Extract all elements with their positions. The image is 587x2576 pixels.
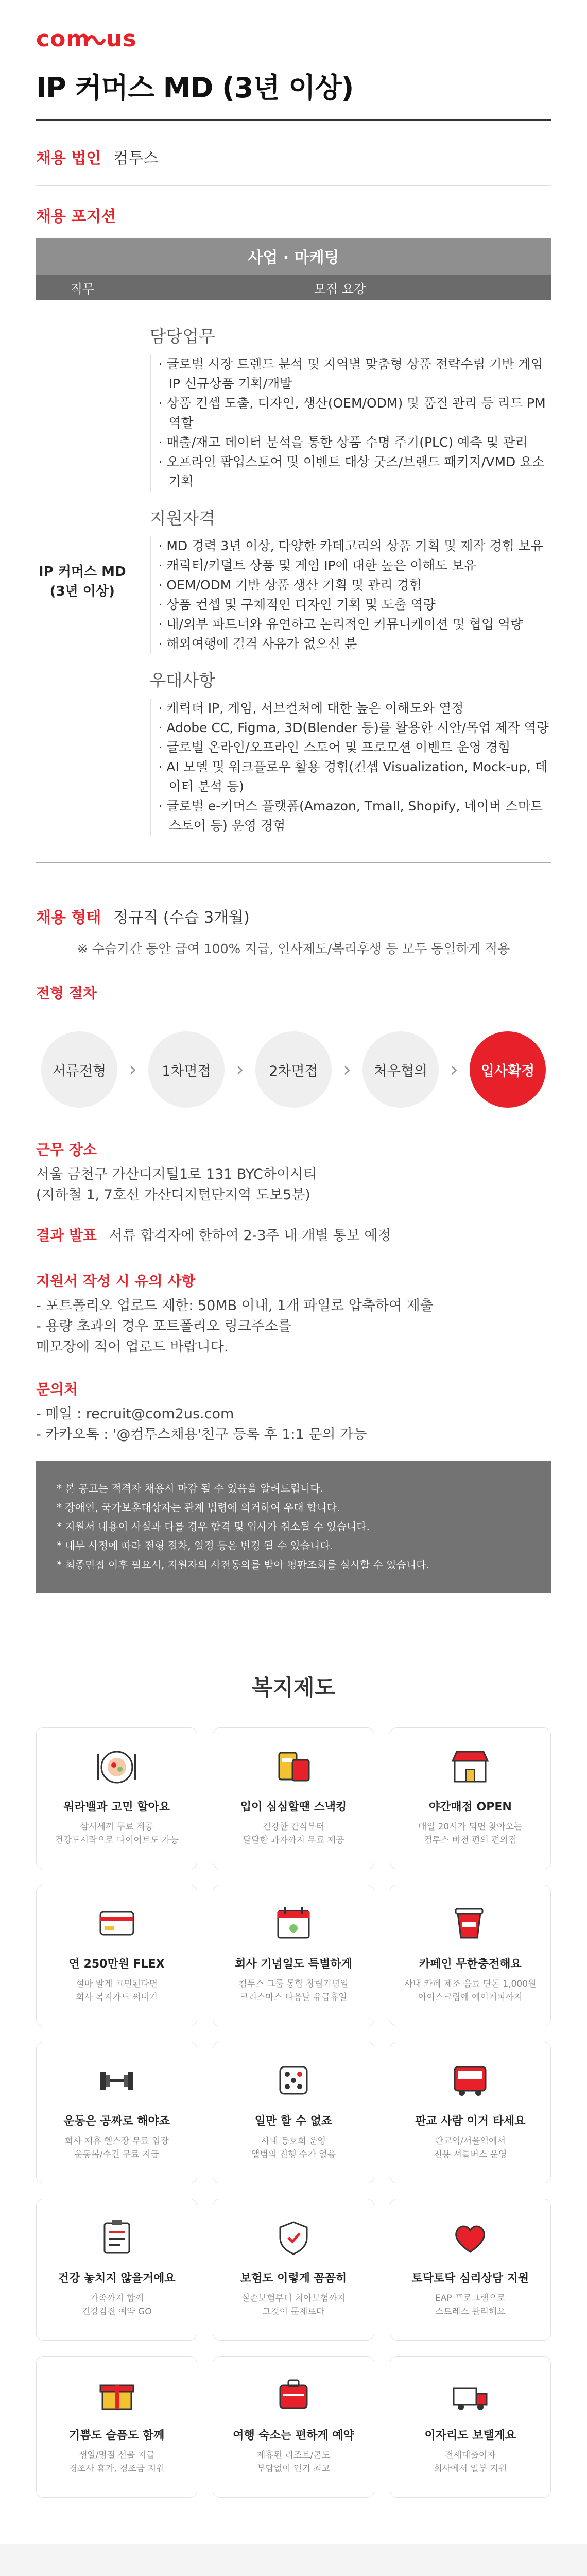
- requirement-item: · 글로벌 온라인/오프라인 스토어 및 프로모션 이벤트 운영 경험: [159, 738, 551, 757]
- benefit-title: 기쁨도 슬픔도 함께: [68, 2429, 165, 2442]
- requirement-item: · 해외여행에 결격 사유가 없으신 분: [159, 634, 551, 654]
- requirement-item: · 캐릭터/키덜트 상품 및 게임 IP에 대한 높은 이해도 보유: [159, 556, 551, 575]
- benefit-title: 일만 할 수 없죠: [254, 2115, 333, 2128]
- requirement-item: · 캐릭터 IP, 게임, 서브컬처에 대한 높은 이해도와 열정: [159, 699, 551, 718]
- benefit-card: [213, 2356, 374, 2498]
- benefit-desc: 건강한 간식부터 달달한 과자까지 무료 제공: [243, 1822, 344, 1845]
- result-label: 결과 발표: [36, 1227, 97, 1244]
- insurance-icon: [270, 2214, 317, 2261]
- position-group-header: 사업 · 마케팅: [36, 238, 551, 275]
- caution-section: [0, 1270, 587, 1358]
- requirement-item: · 상품 컨셉 도출, 디자인, 생산(OEM/ODM) 및 품질 관리 등 리드 PM역할: [159, 394, 551, 433]
- contact-section: [0, 1378, 587, 1445]
- benefit-card: [36, 1727, 197, 1869]
- col-job-header: 직무: [36, 275, 129, 300]
- gift-icon: [93, 2371, 141, 2418]
- company-section: [0, 145, 587, 168]
- notice-line: * 장애인, 국가보훈대상자는 관계 법령에 의거하여 우대 합니다.: [57, 1501, 340, 1514]
- header: [0, 0, 587, 121]
- process-step: 1차면접: [148, 1031, 225, 1108]
- chevron-right-icon: ›: [450, 1058, 458, 1081]
- benefit-card: [390, 1885, 551, 2026]
- notice-line: * 지원서 내용이 사실과 다를 경우 합격 및 입사가 취소될 수 있습니다.: [57, 1520, 370, 1533]
- calendar-icon: [270, 1900, 317, 1947]
- welfare-section: [0, 1624, 587, 2544]
- benefit-title: 입이 심심할땐 스낵킹: [240, 1801, 347, 1814]
- coffee-icon: [446, 1900, 494, 1947]
- requirement-item: · 매출/재고 데이터 분석을 통한 상품 수명 주기(PLC) 예측 및 관리: [159, 433, 551, 452]
- benefit-desc: 생일/명절 선물 지급 경조사 휴가, 경조금 지원: [68, 2450, 165, 2474]
- benefit-title: 회사 기념일도 특별하게: [235, 1958, 352, 1971]
- benefit-desc: 판교역/서울역에서 전용 셔틀버스 운영: [434, 2136, 507, 2160]
- job-title-cell: [36, 300, 129, 863]
- benefit-card: [390, 2042, 551, 2183]
- benefit-title: 운동은 공짜로 해야죠: [63, 2115, 170, 2128]
- requirement-item: · 오프라인 팝업스토어 및 이벤트 대상 굿즈/브랜드 패키지/VMD 요소 기획: [159, 452, 551, 492]
- dumbbell-icon: [93, 2057, 141, 2104]
- benefit-card: [36, 2199, 197, 2341]
- benefit-title: 카페인 무한충전해요: [419, 1958, 522, 1971]
- store-icon: [446, 1742, 494, 1790]
- benefit-card: [213, 1885, 374, 2026]
- benefit-card: [213, 2042, 374, 2183]
- requirement-heading: 우대사항: [149, 670, 216, 690]
- benefit-card: [213, 1727, 374, 1869]
- process-step: 처우협의: [362, 1031, 439, 1108]
- benefit-card: [390, 1727, 551, 1869]
- requirement-item: · Adobe CC, Figma, 3D(Blender 등)를 활용한 시안/목업 제작 역량: [159, 718, 551, 738]
- requirement-item: · 글로벌 e-커머스 플랫폼(Amazon, Tmall, Shopify, 네이버 스마트스토어 등) 운영 경험: [159, 796, 551, 836]
- caution-line: - 포트폴리오 업로드 제한: 50MB 이내, 1개 파일로 압축하여 제출: [36, 1298, 434, 1314]
- employment-value: 정규직 (수습 3개월): [113, 909, 250, 927]
- com2us-logo[interactable]: [36, 21, 551, 57]
- benefit-title: 여행 숙소는 편하게 예약: [233, 2429, 354, 2442]
- requirement-list: [150, 536, 551, 654]
- caution-label: 지원서 작성 시 유의 사항: [36, 1273, 196, 1290]
- chevron-right-icon: ›: [236, 1058, 244, 1081]
- company-label: 채용 법인: [36, 149, 101, 167]
- result-value: 서류 합격자에 한하여 2-3주 내 개별 통보 예정: [109, 1228, 391, 1244]
- process-section: [0, 982, 587, 1108]
- benefit-card: [36, 2356, 197, 2498]
- benefit-desc: 실손보험부터 치아보험까지 그것이 문제로다: [241, 2293, 346, 2317]
- result-section: [0, 1224, 587, 1246]
- moving-icon: [446, 2371, 494, 2418]
- benefit-desc: 컴투스 그룹 통합 창립기념일 크리스마스 다음날 유급휴일: [238, 1979, 349, 2003]
- employment-label: 채용 형태: [36, 909, 101, 927]
- benefit-card: [36, 1885, 197, 2026]
- col-req-header: 모집 요강: [129, 275, 551, 300]
- probation-note: ※ 수습기간 동안 급여 100% 지급, 인사제도/복리후생 등 모두 동일하게 적용: [77, 941, 510, 956]
- benefit-desc: 설마 말게 고민된다면 회사 복지카드 써내기: [76, 1979, 158, 2003]
- logo-wordmark: [36, 26, 154, 52]
- location-line: 서울 금천구 가산디지털1로 131 BYC하이시티: [36, 1166, 317, 1182]
- requirement-list: [150, 699, 551, 836]
- benefit-card: [213, 2199, 374, 2341]
- process-step: 입사확정: [470, 1031, 546, 1108]
- meal-icon: [93, 1742, 141, 1790]
- svg-text:com: com: [36, 26, 91, 52]
- divider: [36, 185, 551, 186]
- requirement-heading: 담당업무: [149, 326, 216, 346]
- benefit-title: 토닥토닥 심리상담 지원: [411, 2272, 529, 2285]
- page-title: IP 커머스 MD (3년 이상): [36, 72, 354, 104]
- benefit-desc: 제휴된 리조트/콘도 부담없이 인기 최고: [256, 2450, 331, 2474]
- caution-line: - 용량 초과의 경우 포트폴리오 링크주소를: [36, 1318, 292, 1334]
- hr-section: [0, 2544, 587, 2576]
- requirement-heading: 지원자격: [149, 508, 216, 528]
- notice-line: * 내부 사정에 따라 전형 절차, 일정 등은 변경 될 수 있습니다.: [57, 1539, 334, 1552]
- requirement-item: · 글로벌 시장 트렌드 분석 및 지역별 맞춤형 상품 전략수립 기반 게임 IP 신규상품 기획/개발: [159, 354, 551, 394]
- benefit-card: [390, 2356, 551, 2498]
- position-table: [36, 238, 551, 863]
- benefit-card: [36, 2042, 197, 2183]
- requirement-item: · OEM/ODM 기반 상품 생산 기획 및 관리 경험: [159, 575, 551, 595]
- benefit-desc: EAP 프로그램으로 스트레스 관리해요: [435, 2293, 506, 2317]
- benefit-title: 워라밸과 고민 할아요: [63, 1801, 170, 1814]
- requirement-list: [150, 354, 551, 492]
- benefit-desc: 삼시세끼 무료 제공 건강도시락으로 다이어트도 가능: [55, 1822, 179, 1845]
- checkup-icon: [93, 2214, 141, 2261]
- notice-section: [0, 1461, 587, 1593]
- process-steps: [36, 1031, 551, 1108]
- chevron-right-icon: ›: [343, 1058, 351, 1081]
- benefit-desc: 전세대출이자 회사에서 일부 지원: [434, 2450, 507, 2474]
- location-line: (지하철 1, 7호선 가산디지털단지역 도보5분): [36, 1187, 310, 1203]
- benefit-desc: 사내 동호회 운영 앨범의 전행 수가 없음: [251, 2136, 336, 2160]
- location-label: 근무 장소: [36, 1141, 97, 1158]
- requirements-cell: [129, 300, 551, 863]
- benefit-desc: 사내 카페 제조 음료 단돈 1,000원 아이스크림에 에이커피까지: [404, 1979, 537, 2003]
- benefit-title: 연 250만원 FLEX: [68, 1958, 165, 1971]
- requirement-item: · 내/외부 파트너와 유연하고 논리적인 커뮤니케이션 및 협업 역량: [159, 615, 551, 634]
- contact-kakao: - 카카오톡 : '@컴투스채용'친구 등록 후 1:1 문의 가능: [36, 1427, 367, 1443]
- location-section: [0, 1139, 587, 1206]
- benefit-card: [390, 2199, 551, 2341]
- benefit-desc: 매일 20시가 되면 찾아오는 컴투스 버전 편의 편의점: [418, 1822, 523, 1845]
- benefit-title: 판교 사람 이거 타세요: [415, 2115, 526, 2128]
- benefit-title: 보험도 이렇게 꼼꼼히: [240, 2272, 347, 2285]
- dice-icon: [270, 2057, 317, 2104]
- requirement-item: · 상품 컨셉 및 구체적인 디자인 기획 및 도출 역량: [159, 595, 551, 615]
- process-step: 2차면접: [255, 1031, 332, 1108]
- process-label: 전형 절차: [36, 985, 97, 1002]
- contact-label: 문의처: [36, 1381, 78, 1398]
- bus-icon: [446, 2057, 494, 2104]
- title-divider: [36, 119, 551, 121]
- notice-box: [36, 1461, 551, 1593]
- heart-icon: [446, 2214, 494, 2261]
- snack-icon: [270, 1742, 317, 1790]
- svg-text:us: us: [106, 26, 137, 52]
- position-section: [0, 204, 587, 863]
- employment-section: [0, 905, 587, 957]
- welfare-grid: [36, 1727, 551, 2498]
- position-label: 채용 포지션: [36, 208, 116, 226]
- notice-line: * 본 공고는 적격자 채용시 마감 될 수 있음을 알려드립니다.: [57, 1482, 323, 1495]
- process-step: 서류전형: [41, 1031, 117, 1108]
- requirement-item: · AI 모델 및 워크플로우 활용 경험(컨셉 Visualization, Mock-up, 데이터 분석 등): [159, 757, 551, 796]
- chevron-right-icon: ›: [129, 1058, 137, 1081]
- benefit-desc: 가족까지 함께 건강검진 예약 GO: [81, 2293, 152, 2317]
- benefit-title: 건강 놓치지 않을거에요: [58, 2272, 176, 2285]
- luggage-icon: [270, 2371, 317, 2418]
- benefit-desc: 회사 제휴 헬스장 무료 입장 운동복/수건 무료 지급: [64, 2136, 169, 2160]
- welfare-title: 복지제도: [251, 1675, 336, 1700]
- benefit-title: 야간매점 OPEN: [428, 1801, 512, 1814]
- contact-email[interactable]: - 메일 : recruit@com2us.com: [36, 1406, 234, 1422]
- caution-line: 메모장에 적어 업로드 바랍니다.: [36, 1339, 229, 1355]
- benefit-title: 이자리도 보탤게요: [424, 2429, 516, 2442]
- card-icon: [93, 1900, 141, 1947]
- job-title: IP 커머스 MD (3년 이상): [38, 564, 126, 599]
- notice-line: * 최종면접 이후 필요시, 지원자의 사전동의를 받아 평판조회를 실시할 수 있습니다.: [57, 1558, 429, 1571]
- company-value: 컴투스: [113, 149, 159, 167]
- requirement-item: · MD 경력 3년 이상, 다양한 카테고리의 상품 기획 및 제작 경험 보유: [159, 536, 551, 556]
